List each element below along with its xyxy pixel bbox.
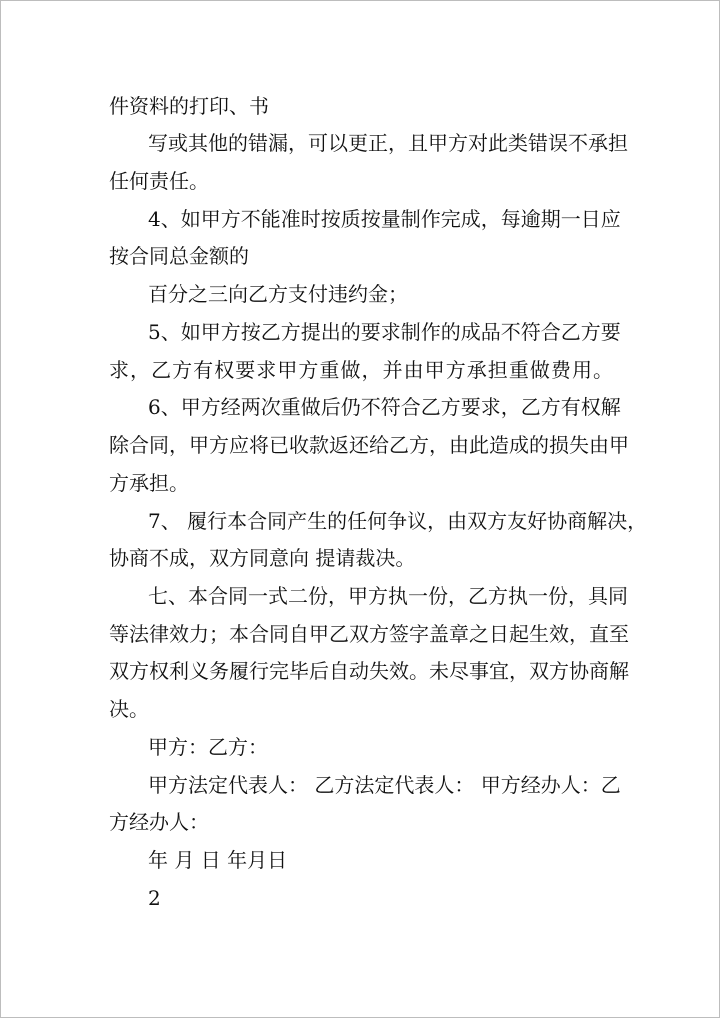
text-line: 协商不成，双方同意向 提请裁决。	[109, 546, 416, 570]
text-line: 任何责任。	[109, 169, 209, 193]
text-line: 年 月 日 年月日	[148, 848, 288, 872]
text-line: 按合同总金额的	[109, 244, 249, 268]
text-line: 等法律效力；本合同自甲乙双方签字盖章之日起生效，直至	[109, 622, 629, 646]
text-line: 甲方法定代表人： 乙方法定代表人： 甲方经办人：乙	[148, 773, 621, 797]
text-line: 求，乙方有权要求甲方重做，并由甲方承担重做费用。	[109, 358, 613, 382]
text-line: 方经办人：	[109, 810, 209, 834]
text-line: 七、本合同一式二份，甲方执一份，乙方执一份，具同	[148, 584, 628, 608]
text-line: 除合同，甲方应将已收款返还给乙方，由此造成的损失由甲	[109, 433, 629, 457]
text-line: 双方权利义务履行完毕后自动失效。未尽事宜，双方协商解	[109, 659, 629, 683]
text-line: 6、甲方经两次重做后仍不符合乙方要求，乙方有权解	[148, 395, 621, 419]
text-line: 4、如甲方不能准时按质按量制作完成，每逾期一日应	[148, 207, 621, 231]
text-line: 方承担。	[109, 471, 189, 495]
text-line: 甲方：乙方：	[148, 735, 268, 759]
text-line: 7、 履行本合同产生的任何争议，由双方友好协商解决，	[148, 509, 648, 533]
text-line: 写或其他的错漏，可以更正，且甲方对此类错误不承担	[148, 131, 628, 155]
page-number: 2	[148, 886, 161, 910]
text-line: 件资料的打印、书	[109, 94, 269, 118]
text-line: 决。	[109, 697, 149, 721]
text-line: 5、如甲方按乙方提出的要求制作的成品不符合乙方要	[148, 320, 621, 344]
text-line: 百分之三向乙方支付违约金；	[148, 282, 408, 306]
